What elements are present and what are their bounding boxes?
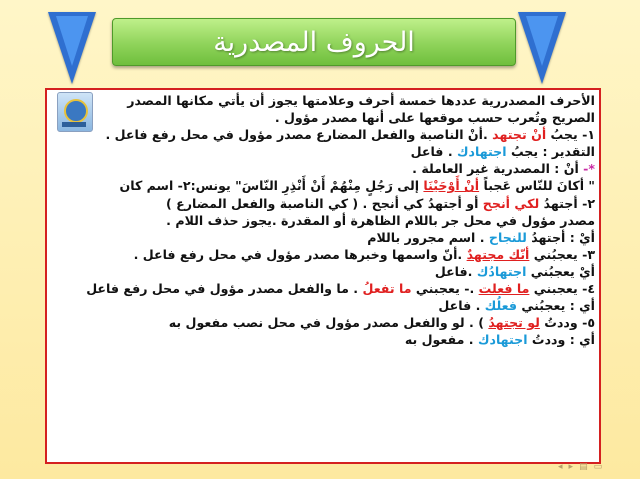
text-span: .أنّ واسمها وخبرها مصدر مؤول في محل رفع فاعل . bbox=[133, 246, 467, 262]
text-span: ٣- يعجبُني bbox=[529, 246, 595, 262]
text-span: التقدير : يجبُ bbox=[506, 144, 595, 160]
highlight-red: أنّك مجتهدٌ bbox=[466, 246, 530, 262]
text-line bbox=[86, 280, 595, 297]
text-span: أو أجتهدُ كي أنجح . ( كي الناصبة والفعل المضارع ) bbox=[166, 195, 483, 211]
text-line bbox=[95, 314, 595, 331]
slide-navigation bbox=[558, 462, 602, 474]
highlight-red: لكي أنجح bbox=[482, 195, 540, 211]
highlight-pink: *- bbox=[578, 161, 595, 177]
highlight-blue: اجتهادك bbox=[477, 332, 528, 348]
text-line bbox=[95, 229, 595, 246]
text-line bbox=[95, 263, 595, 280]
text-span: أي : وددتُ bbox=[527, 332, 595, 348]
text-span: ٥- وددتُ bbox=[539, 315, 595, 331]
slide-title: الحروف المصدرية bbox=[213, 26, 415, 58]
text-span: .أنْ الناصبة والفعل المضارع مصدر مؤول في محل رفع فاعل . bbox=[105, 127, 493, 143]
text-span: أيْ : أجتهدُ bbox=[526, 229, 595, 245]
text-span: .فاعل bbox=[434, 263, 477, 279]
school-logo-icon bbox=[57, 92, 93, 132]
highlight-blue: فعلُك bbox=[484, 298, 517, 314]
text-line bbox=[95, 177, 595, 194]
highlight-red: لو تجتهدُ bbox=[488, 315, 540, 331]
triangle-left-icon bbox=[48, 12, 96, 84]
text-span: . ما والفعل مصدر مؤول في محل رفع فاعل bbox=[86, 281, 363, 297]
highlight-red: أنْ أَوْحَيْنَا bbox=[423, 178, 480, 194]
title-banner bbox=[112, 18, 516, 66]
text-line bbox=[95, 143, 595, 160]
content-panel bbox=[45, 88, 601, 464]
text-span: أي : يعجبُني bbox=[517, 298, 595, 314]
triangle-right-icon bbox=[518, 12, 566, 84]
text-line bbox=[95, 109, 595, 126]
highlight-red: ما فعلت bbox=[478, 281, 530, 297]
text-span: .- يعجبني bbox=[411, 281, 479, 297]
nav-prev-icon[interactable]: ◂ bbox=[558, 462, 563, 472]
text-span: الصريح وتُعرب حسب موقعها على أنها مصدر مؤول . bbox=[274, 110, 595, 126]
text-span: ٤- يعجبني bbox=[529, 281, 595, 297]
nav-next-icon[interactable]: ▸ bbox=[568, 462, 574, 472]
nav-menu-icon[interactable]: ▤ bbox=[579, 462, 588, 472]
highlight-red: ما تفعلُ bbox=[362, 281, 412, 297]
text-span: إلى رَجُلٍ مِنْهُمْ أَنْ أَنْذِرِ النّاسَ" يونس:٢- اسم كان bbox=[119, 178, 424, 194]
text-line bbox=[95, 331, 595, 348]
text-span: . مفعول به bbox=[404, 332, 478, 348]
text-span: أيْ يعجبُني bbox=[526, 263, 595, 279]
text-span: ) . لو والفعل مصدر مؤول في محل نصب مفعول به bbox=[168, 315, 489, 331]
highlight-blue: للنجاح bbox=[488, 229, 527, 245]
text-span: ١- يجبُ bbox=[546, 127, 595, 143]
text-span: . اسم مجرور باللام bbox=[367, 229, 489, 245]
text-line bbox=[95, 126, 595, 143]
highlight-red: أنْ تجتهد bbox=[492, 127, 547, 143]
text-span: أنْ : المصدرية غير العاملة . bbox=[412, 161, 579, 177]
highlight-blue: اجتهادُك bbox=[476, 263, 527, 279]
highlight-blue: اجتهادك bbox=[456, 144, 507, 160]
nav-view-icon[interactable]: ▭ bbox=[593, 462, 603, 472]
text-span: . فاعل bbox=[438, 298, 485, 314]
text-line bbox=[95, 195, 595, 212]
text-span: ٢- أجتهدُ bbox=[539, 195, 595, 211]
text-span: " أكانَ للنّاس عَجباً bbox=[479, 178, 595, 194]
text-line bbox=[95, 246, 595, 263]
text-line bbox=[95, 297, 595, 314]
text-span: . فاعل bbox=[410, 144, 457, 160]
lesson-text bbox=[86, 92, 595, 348]
text-span: مصدر مؤول في محل جر باللام الظاهرة أو المقدرة .يجوز حذف اللام . bbox=[166, 212, 595, 228]
text-line bbox=[95, 212, 595, 229]
text-line bbox=[95, 92, 595, 109]
text-span: الأحرف المصدررية عددها خمسة أحرف وعلامتها يجوز أن يأتي مكانها المصدر bbox=[127, 93, 595, 108]
text-line bbox=[95, 160, 595, 177]
